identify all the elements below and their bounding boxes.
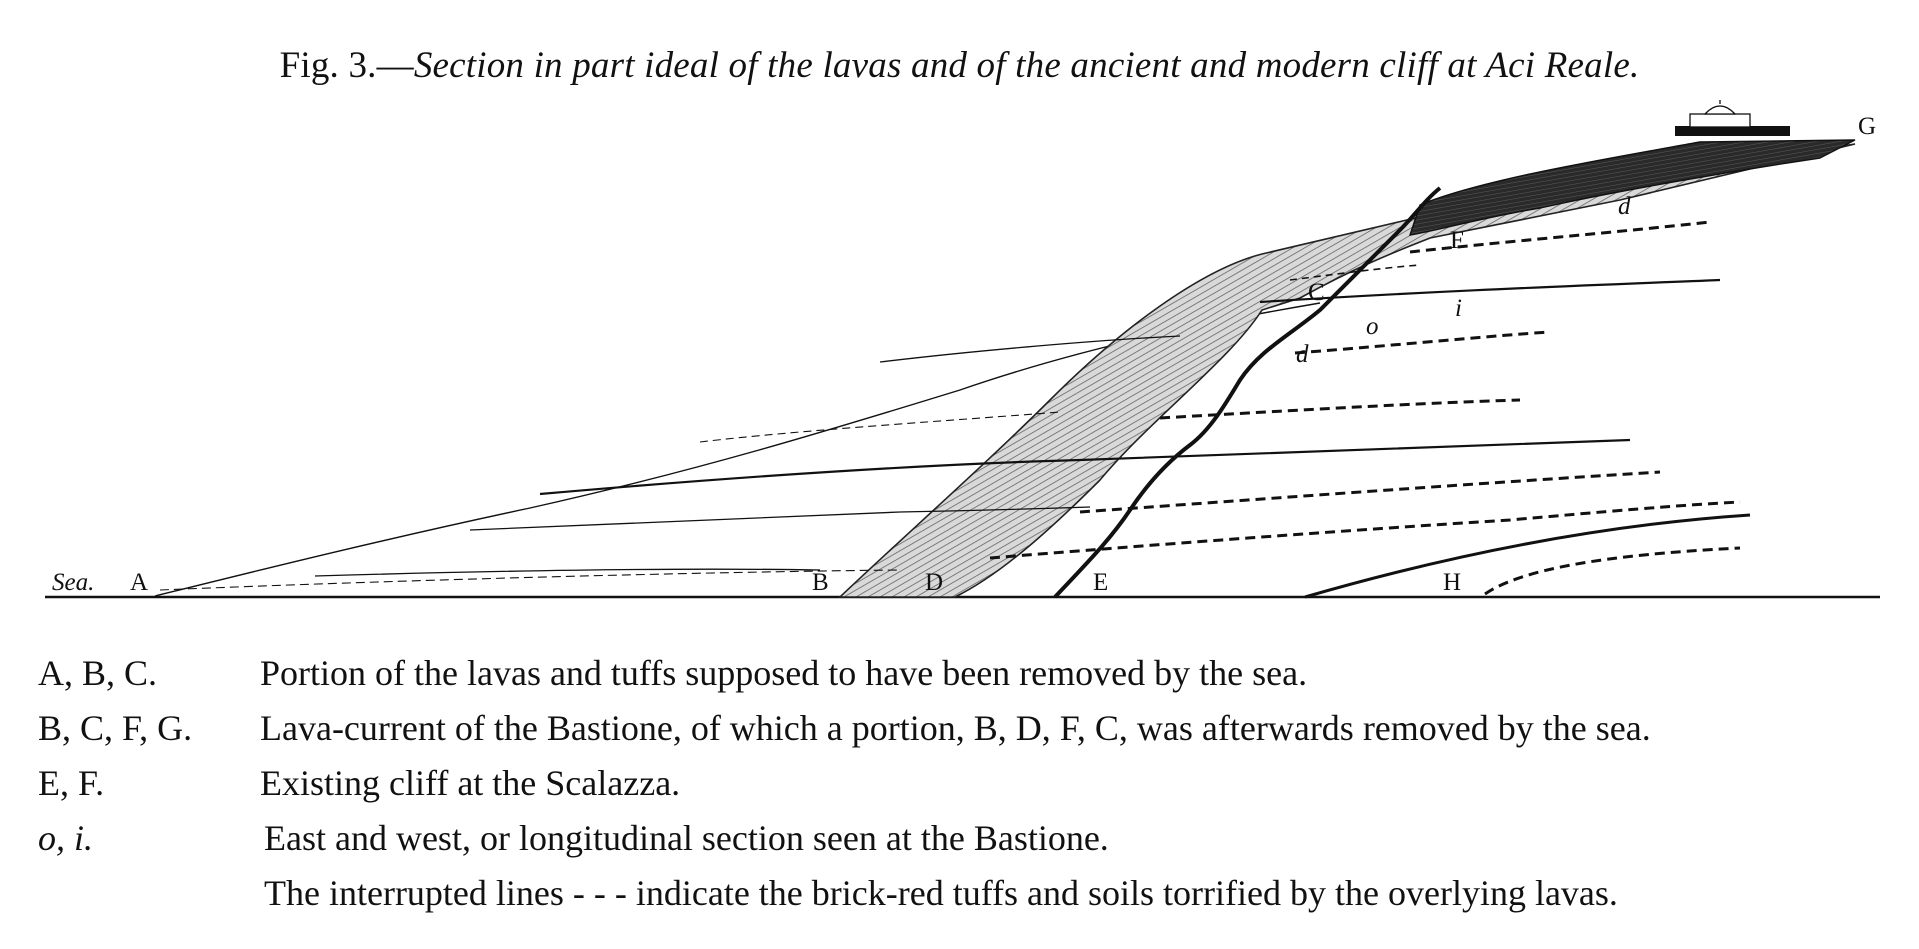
label-sea: Sea. [52,569,95,596]
label-c: C [1308,279,1325,306]
legend-row [38,817,1898,872]
label-i: i [1455,295,1462,322]
legend-key: A, B, C. [38,653,158,693]
tuff-layer-5 [1160,400,1520,418]
legend-description: Portion of the lavas and tuffs supposed to have been removed by the sea. [260,653,1308,693]
label-d-lower: d [1296,341,1309,368]
figure-caption: Section in part ideal of the lavas and of the ancient and modern cliff at Aci Reale. [413,45,1640,86]
legend-description: Existing cliff at the Scalazza. [260,763,681,803]
label-d-upper: d [1618,193,1631,220]
label-a: A [130,569,149,596]
tuff-layer-2 [700,412,1060,442]
tuff-layer-9 [1485,548,1740,594]
label-d-point: D [925,569,944,596]
geological-section-diagram [0,100,1919,620]
legend-description: East and west, or longitudinal section seen at the Bastione. [264,818,1109,858]
figure-legend [38,652,1898,927]
label-e: E [1093,569,1109,596]
tuff-layer-1 [160,570,900,590]
tuff-layer-6 [1295,332,1550,353]
tuff-layer-4 [1080,472,1660,512]
label-b: B [812,569,829,596]
legend-description: The interrupted lines - - - indicate the brick-red tuffs and soils torrified by the overlying lavas. [264,873,1618,913]
label-h: H [1443,569,1462,596]
lava-current-bastione [840,144,1855,597]
label-o: o [1366,313,1379,340]
town-building-icon [1675,100,1790,136]
legend-key: B, C, F, G. [38,708,193,748]
figure-title [0,44,1919,87]
figure-number: Fig. 3.— [279,45,414,86]
legend-description: Lava-current of the Bastione, of which a portion, B, D, F, C, was afterwards removed by the sea. [260,708,1651,748]
legend-key: E, F. [38,763,105,803]
label-g: G [1858,113,1877,140]
plateau-lava-fg [1410,140,1855,235]
legend-row [38,872,1898,927]
label-f: F [1450,227,1464,254]
legend-row [38,707,1898,762]
lava-layer-6 [1305,515,1750,597]
legend-key: o, i. [38,818,94,858]
legend-row [38,762,1898,817]
lava-layer-1 [315,569,820,576]
legend-row [38,652,1898,707]
